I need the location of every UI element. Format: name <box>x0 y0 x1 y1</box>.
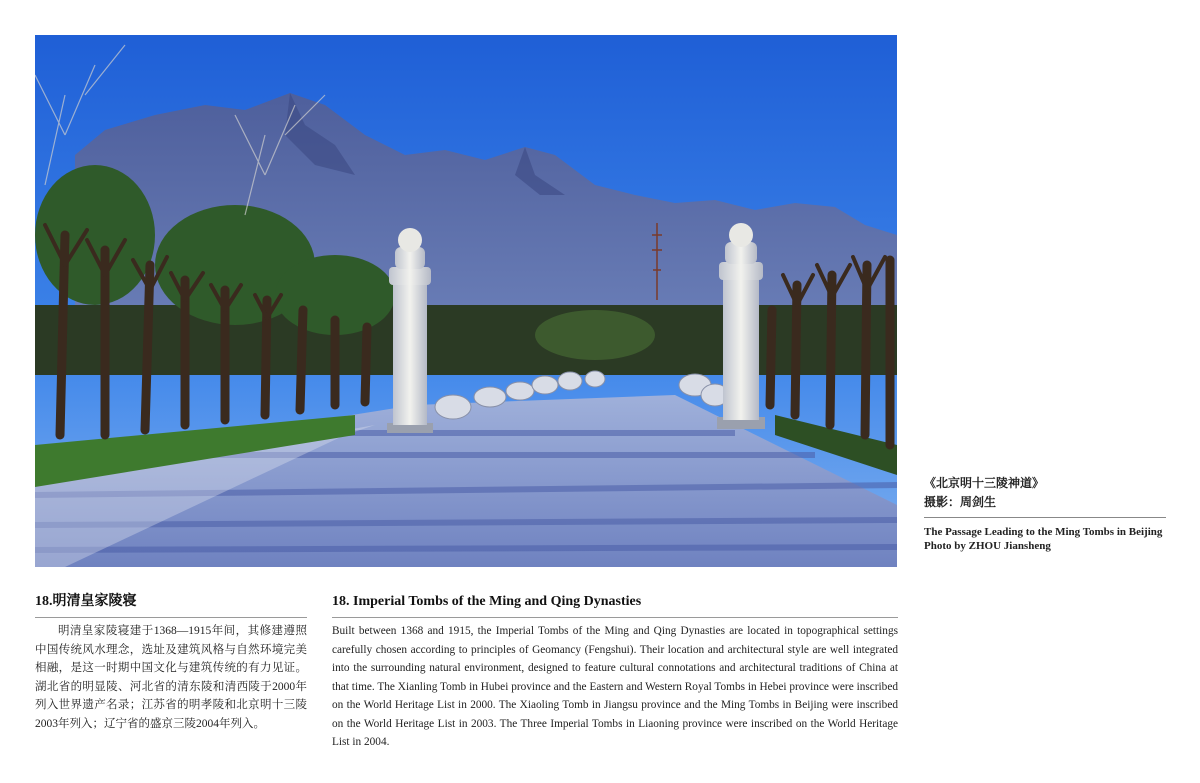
chinese-heading: 18.明清皇家陵寝 <box>35 592 307 618</box>
photo-illustration <box>35 35 897 567</box>
distant-tree <box>535 310 655 360</box>
chinese-body: 明清皇家陵寝建于1368—1915年间，其修建遵照中国传统风水理念，选址及建筑风格与自然环境完美相融，是这一时期中国文化与建筑传统的有力见证。湖北省的明显陵、河北省的清东陵和清西陵于2000年列入世界遗产名录；江苏省的明孝陵和北京明十三陵2003年列入；辽宁省的盛京三陵2004年列入。 <box>35 625 307 730</box>
english-heading: 18. Imperial Tombs of the Ming and Qing Dynasties <box>332 592 898 618</box>
english-section <box>332 592 898 752</box>
caption-en-photographer: Photo by ZHOU Jiansheng <box>924 540 1051 552</box>
english-body: Built between 1368 and 1915, the Imperial Tombs of the Ming and Qing Dynasties are located in topographical settings carefully chosen according to principles of Geomancy (Fengshui). Their location and architectural style are well integrated into the surrounding natural environment, designed to feature cultural connotations and architectural traditions of China at that time. The Xianling Tomb in Hubei province and the Eastern and Western Royal Tombs in Hebei province were inscribed on the World Heritage List in 2000. The Xiaoling Tomb in Jiangsu province and the Ming Tombs in Beijing were inscribed on the World Heritage List in 2003. The Three Imperial Tombs in Liaoning province were inscribed on the World Heritage List in 2004. <box>332 625 898 748</box>
caption-en-title: The Passage Leading to the Ming Tombs in Beijing <box>924 526 1163 538</box>
caption-cn-photographer: 摄影：周剑生 <box>924 495 997 509</box>
photo-caption <box>924 474 1166 553</box>
chinese-section <box>35 592 307 733</box>
caption-divider <box>924 517 1166 518</box>
caption-cn-title: 《北京明十三陵神道》 <box>924 476 1045 490</box>
ming-tombs-photo <box>35 35 897 567</box>
